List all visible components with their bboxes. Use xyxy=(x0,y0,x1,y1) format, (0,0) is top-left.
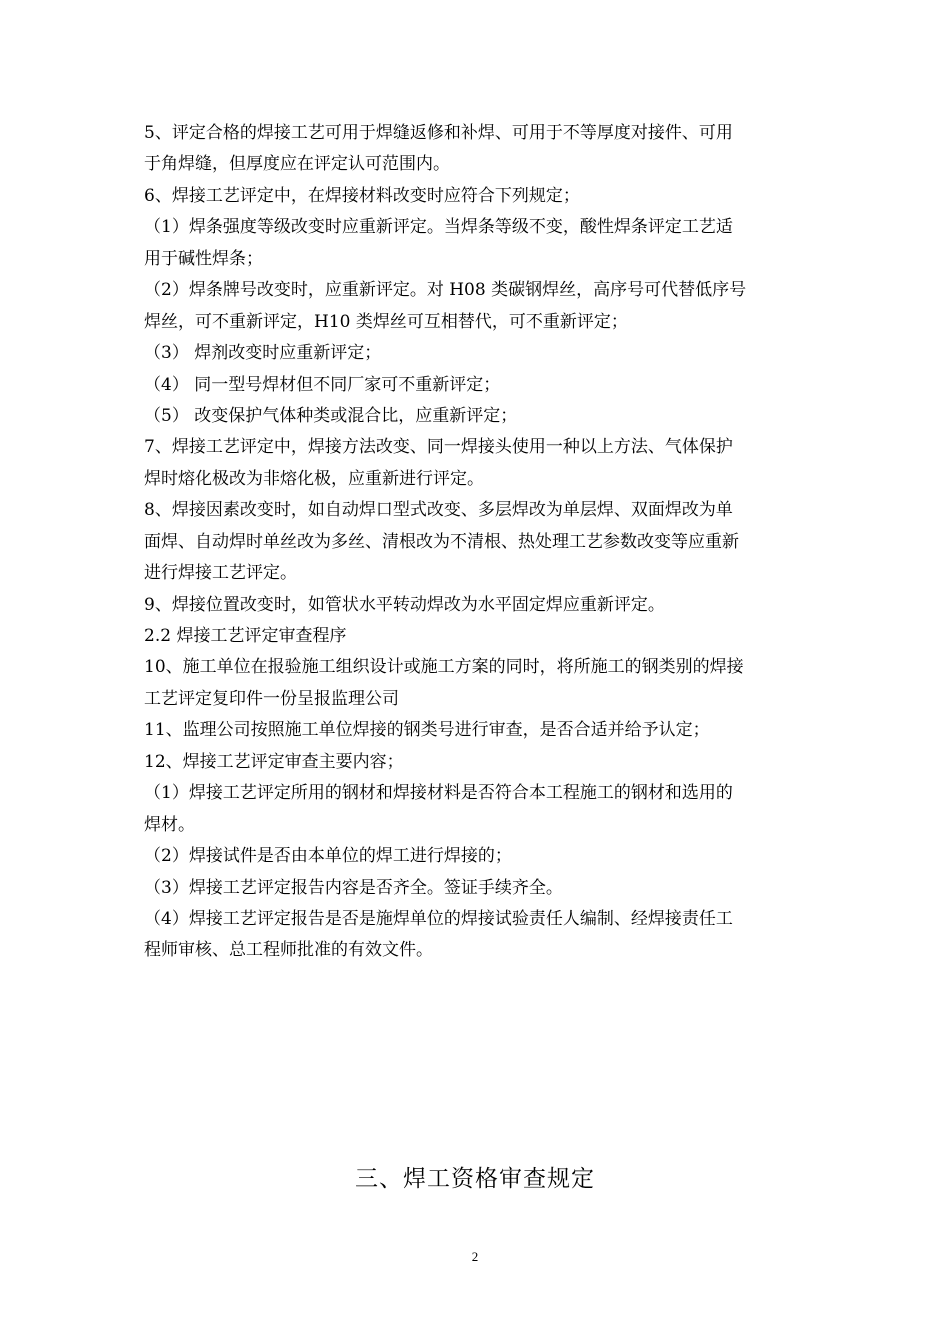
text-line: 10、施工单位在报验施工组织设计或施工方案的同时，将所施工的钢类别的焊接 xyxy=(144,657,744,678)
text-line: （1）焊接工艺评定所用的钢材和焊接材料是否符合本工程施工的钢材和选用的 xyxy=(144,783,733,804)
text-line: 7、焊接工艺评定中，焊接方法改变、同一焊接头使用一种以上方法、气体保护 xyxy=(144,437,733,458)
text-line: （4）焊接工艺评定报告是否是施焊单位的焊接试验责任人编制、经焊接责任工 xyxy=(144,908,733,929)
subsection-heading: 2.2 焊接工艺评定审查程序 xyxy=(144,626,347,646)
text-line: 焊时熔化极改为非熔化极，应重新进行评定。 xyxy=(144,468,484,489)
text-line: （2）焊条牌号改变时，应重新评定。对 H08 类碳钢焊丝，高序号可代替低序号 xyxy=(144,280,747,301)
text-line: （5） 改变保护气体种类或混合比，应重新评定； xyxy=(144,405,518,426)
text-line: 12、焊接工艺评定审查主要内容； xyxy=(144,751,404,772)
section-heading: 三、焊工资格审查规定 xyxy=(355,1166,595,1192)
text-line: 程师审核、总工程师批准的有效文件。 xyxy=(144,940,433,961)
text-line: （4） 同一型号焊材但不同厂家可不重新评定； xyxy=(144,374,501,395)
body-text xyxy=(144,118,810,967)
text-line: 焊材。 xyxy=(144,814,195,835)
text-line: 焊丝，可不重新评定，H10 类焊丝可互相替代，可不重新评定； xyxy=(144,311,628,332)
text-line: 进行焊接工艺评定。 xyxy=(144,563,297,584)
text-line: 9、焊接位置改变时，如管状水平转动焊改为水平固定焊应重新评定。 xyxy=(144,594,665,615)
text-line: 于角焊缝，但厚度应在评定认可范围内。 xyxy=(144,154,450,175)
text-line: 工艺评定复印件一份呈报监理公司 xyxy=(144,688,399,709)
text-line: 6、焊接工艺评定中，在焊接材料改变时应符合下列规定； xyxy=(144,185,580,206)
page-number: 2 xyxy=(471,1249,479,1264)
text-line: 面焊、自动焊时单丝改为多丝、清根改为不清根、热处理工艺参数改变等应重新 xyxy=(144,531,739,552)
text-line: （1）焊条强度等级改变时应重新评定。当焊条等级不变，酸性焊条评定工艺适 xyxy=(144,217,733,238)
text-line: 用于碱性焊条； xyxy=(144,248,263,269)
text-line: 8、焊接因素改变时，如自动焊口型式改变、多层焊改为单层焊、双面焊改为单 xyxy=(144,500,733,521)
text-line: 5、评定合格的焊接工艺可用于焊缝返修和补焊、可用于不等厚度对接件、可用 xyxy=(144,123,733,143)
text-line: （2）焊接试件是否由本单位的焊工进行焊接的； xyxy=(144,846,512,867)
text-line: （3）焊接工艺评定报告内容是否齐全。签证手续齐全。 xyxy=(144,877,563,898)
text-line: 11、监理公司按照施工单位焊接的钢类号进行审查，是否合适并给予认定； xyxy=(144,720,710,741)
text-line: （3） 焊剂改变时应重新评定； xyxy=(144,343,382,364)
